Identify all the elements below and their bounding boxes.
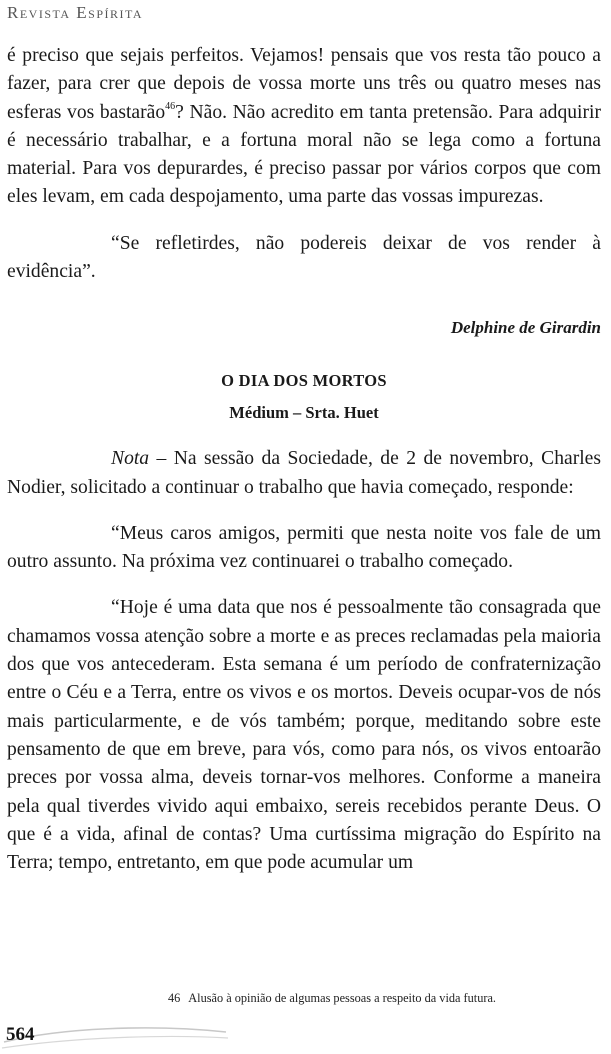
paragraph-4: “Meus caros amigos, permiti que nesta noite vos fale de um outro assunto. Na próxima vez continuarei o trabalho começado.: [7, 522, 601, 573]
paragraph-3-text: – Na sessão da Sociedade, de 2 de novembro, Charles Nodier, solicitado a continuar o trabalho que havia começado, responde:: [7, 448, 601, 498]
signature: Delphine de Girardin: [450, 318, 601, 338]
page-number: 564: [6, 1024, 35, 1045]
paragraph-5: “Hoje é uma data que nos é pessoalmente tão consagrada que chamamos vossa atenção sobre a morte e as preces reclamadas pela maioria dos que vos antecederam. Esta semana é um período de confraternização entre o Céu e a Terra, entre os vivos e os mortos. Deveis ocupar-vos de nós mais particularmente, e de vós também; porque, meditando sobre este pensamento de que em breve, para vós, como para nós, os vivos entoarão preces por vossa alma, deveis tornar-vos melhores. Conforme a maneira pela qual tiverdes vivido aqui embaixo, sereis recebidos perante Deus. O que é a vida, afinal de contas? Uma curtíssima migração do Espírito na Terra; tempo, entretanto, em que pode acumular um: [7, 597, 601, 874]
footnote-reference[interactable]: 46: [165, 101, 176, 113]
medium-line: Médium – Srta. Huet: [229, 402, 379, 422]
footnote: [168, 991, 496, 1006]
paragraph-1-text-a: é preciso que sejais perfeitos. Vejamos! pensais que vos resta tão pouco a fazer, para crer que depois de vossa morte uns três ou quatro meses nas esferas vos bastarão: [7, 45, 601, 123]
paragraph-1-text-b: ? Não. Não acredito em tanta pretensão. Para adquirir é necessário trabalhar, e a fortuna moral não se lega como a fortuna material. Para vos depurardes, é preciso passar por vários corpos que com eles levam, em cada despojamento, uma parte das vossas impurezas.: [7, 101, 601, 208]
paragraph-3: [7, 445, 601, 502]
nota-label: Nota: [111, 448, 150, 470]
section-title: O DIA DOS MORTOS: [221, 370, 387, 390]
paragraph-2: “Se refletirdes, não podereis deixar de vos render à evidência”.: [7, 232, 601, 283]
paragraph-1: [7, 42, 601, 212]
footnote-text: Alusão à opinião de algumas pessoas a respeito da vida futura.: [188, 991, 496, 1005]
footnote-number: 46: [168, 991, 181, 1005]
running-head: Revista Espírita: [7, 3, 144, 22]
page-body: [7, 42, 601, 877]
